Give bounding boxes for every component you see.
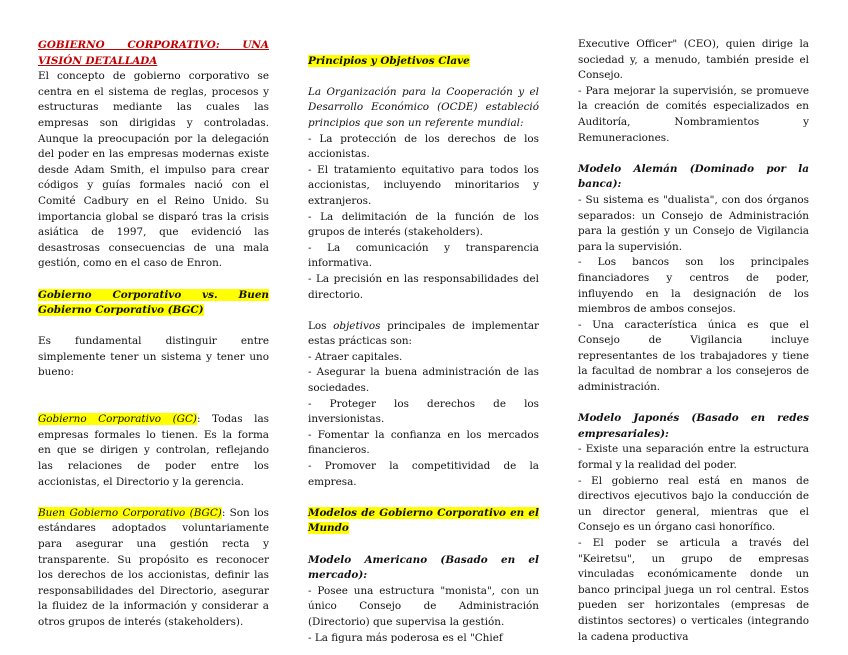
list-item: - Existe una separación entre la estructura formal y la realidad del poder. xyxy=(578,443,809,472)
column-3 xyxy=(578,37,809,645)
column-2 xyxy=(308,38,539,646)
principles-heading: Principios y Objetivos Clave xyxy=(308,54,470,67)
list-item: - Fomentar la confianza en los mercados financieros. xyxy=(308,428,539,457)
list-item: - Atraer capitales. xyxy=(308,350,403,363)
ocde-intro: La Organización para la Cooperación y el Desarrollo Económico (OCDE) estableció principios que son un referente mundial: xyxy=(308,85,539,129)
section-heading-gc-vs-bgc: Gobierno Corporativo vs. Buen Gobierno Corporativo (BGC) xyxy=(38,288,269,317)
list-item: - Para mejorar la supervisión, se promueve la creación de comités especializados en Auditoría, Nombramientos y Remuneraciones. xyxy=(578,84,809,144)
list-item: - El gobierno real está en manos de directivos ejecutivos bajo la conducción de un director general, mientras que el Consejo es un órgano casi honorífico. xyxy=(578,474,809,534)
list-item: - La delimitación de la función de los grupos de interés (stakeholders). xyxy=(308,210,539,239)
list-item: - La precisión en las responsabilidades del directorio. xyxy=(308,272,539,301)
list-item: - La figura más poderosa es el "Chief xyxy=(308,631,503,644)
list-item: - La protección de los derechos de los accionistas. xyxy=(308,132,539,161)
list-item: - El tratamiento equitativo para todos los accionistas, incluyendo minoritarios y extranjeros. xyxy=(308,163,539,207)
list-item: - El poder se articula a través del "Keiretsu", un grupo de empresas vinculadas económicamente donde un banco principal juega un rol central. Estos pueden ser horizontales (empresas de distintos sectores) o verticales (integrando la cadena productiva xyxy=(578,537,809,643)
gc-term: Gobierno Corporativo (GC) xyxy=(38,413,197,426)
column-1 xyxy=(38,38,269,631)
list-item: - Promover la competitividad de la empresa. xyxy=(308,460,539,488)
objectives-intro: Los objetivos principales de implementar estas prácticas son: xyxy=(308,319,540,348)
distinguish-paragraph: Es fundamental distinguir entre simplemente tener un sistema y tener uno bueno: xyxy=(38,335,269,379)
list-item: - La comunicación y transparencia informativa. xyxy=(308,241,539,270)
bgc-definition: Buen Gobierno Corporativo (BGC): Son los estándares adoptados voluntariamente para asegurar una gestión recta y transparente. Su propósito es reconocer los derechos de los accionistas, definir las responsabilidades del Directorio, asegurar la fluidez de la información y considerar a otros grupos de interés (stakeholders). xyxy=(38,506,269,628)
models-heading: Modelos de Gobierno Corporativo en el Mundo xyxy=(308,506,539,535)
list-item: - Su sistema es "dualista", con dos órganos separados: un Consejo de Administración para la gestión y un Consejo de Vigilancia para la supervisión. xyxy=(578,193,809,253)
list-item: - Una característica única es que el Consejo de Vigilancia incluye representantes de los trabajadores y tiene la facultad de nombrar a los consejeros de administración. xyxy=(578,318,809,394)
intro-paragraph: El concepto de gobierno corporativo se centra en el sistema de reglas, procesos y estructuras mediante las cuales las empresas son dirigidas y controladas. Aunque la preocupación por la delegación del poder en las empresas modernas existe desde Adam Smith, el impulso para crear códigos y guías formales nació con el Comité Cadbury en el Reino Unido. Su importancia global se disparó tras la crisis asiática de 1997, que evidenció las desastrosas consecuencias de una mala gestión, como en el caso de Enron. xyxy=(38,70,269,270)
list-item: - Asegurar la buena administración de las sociedades. xyxy=(308,366,539,395)
list-item: - Los bancos son los principales financiadores y centros de poder, influyendo en la designación de los miembros de ambos consejos. xyxy=(578,256,809,316)
list-item: - Proteger los derechos de los inversionistas. xyxy=(308,397,539,426)
bgc-term: Buen Gobierno Corporativo (BGC) xyxy=(38,506,222,519)
list-item: - Posee una estructura "monista", con un único Consejo de Administración (Directorio) que supervisa la gestión. xyxy=(308,584,539,628)
gc-definition: Gobierno Corporativo (GC): Todas las empresas formales lo tienen. Es la forma en que se dirigen y controlan, reflejando las relaciones de poder entre los accionistas, el Directorio y la gerencia. xyxy=(38,413,269,488)
german-model-heading: Modelo Alemán (Dominado por la banca): xyxy=(578,162,809,191)
japanese-model-heading: Modelo Japonés (Basado en redes empresariales): xyxy=(578,412,809,440)
american-continuation: Executive Officer" (CEO), quien dirige la sociedad y, a menudo, también preside el Consejo. xyxy=(578,38,809,82)
document-title: GOBIERNO CORPORATIVO: UNA VISIÓN DETALLADA xyxy=(38,39,269,67)
american-model-heading: Modelo Americano (Basado en el mercado): xyxy=(308,553,539,582)
